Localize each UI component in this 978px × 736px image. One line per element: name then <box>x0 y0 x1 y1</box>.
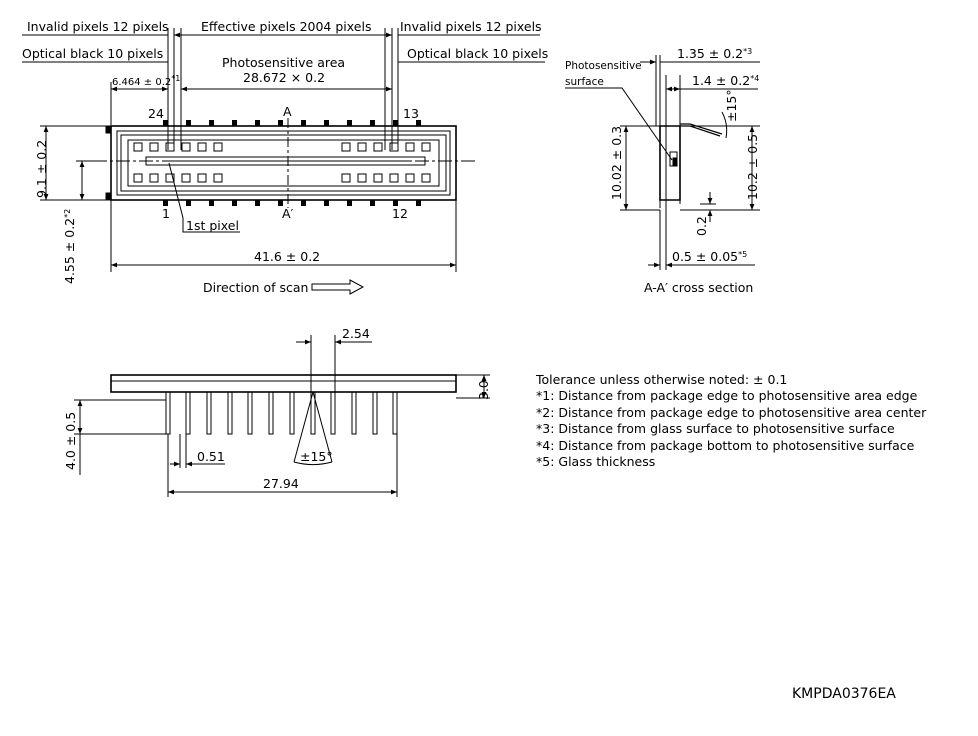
dim-center: $4.55 \pm 0.2^{*2}$ <box>62 208 77 284</box>
dim-height: 9.1 ± 0.2 <box>34 139 49 198</box>
section-a-prime-label: A′ <box>282 206 294 221</box>
note-3: *3: Distance from glass surface to photosensitive surface <box>536 421 895 437</box>
notes-block <box>536 372 926 470</box>
document-id: KMPDA0376EA <box>792 686 896 702</box>
first-pixel-label: 1st pixel <box>186 218 239 233</box>
note-1: *1: Distance from package edge to photosensitive area edge <box>536 388 918 404</box>
dim-package-bottom: $1.4 \pm 0.2^{*4}$ <box>692 73 760 88</box>
dim-lead-width: 0.51 <box>197 449 225 464</box>
note-2: *2: Distance from package edge to photosensitive area center <box>536 404 927 420</box>
side-leads <box>166 392 397 434</box>
note-4: *4: Distance from package bottom to photosensitive surface <box>536 437 915 453</box>
label-photosensitive-area: Photosensitive area <box>222 55 346 70</box>
side-angle-label: ±15° <box>300 449 333 464</box>
scan-direction-arrow <box>312 280 363 294</box>
pin-1-label: 1 <box>162 206 170 221</box>
dim-height-inner: 10.02 ± 0.3 <box>609 125 624 200</box>
side-view <box>74 335 490 497</box>
cross-section-title: A-A′ cross section <box>644 280 754 295</box>
dim-span: 27.94 <box>263 476 299 491</box>
pins-top-row <box>163 120 421 126</box>
dim-glass-thickness: $0.5 \pm 0.05^{*5}$ <box>672 249 748 264</box>
pads-lower <box>134 174 430 182</box>
pads-upper <box>134 143 430 151</box>
label-invalid-left: Invalid pixels 12 pixels <box>27 19 169 34</box>
dim-edge: $6.464 \pm 0.2^{*1}$ <box>112 74 181 88</box>
section-a-label: A <box>283 104 292 119</box>
label-optical-black-right: Optical black 10 pixels <box>407 46 549 61</box>
label-optical-black-left: Optical black 10 pixels <box>22 46 164 61</box>
pin-12-label: 12 <box>392 206 408 221</box>
dim-lead-length: 4.0 ± 0.5 <box>63 411 78 470</box>
scan-direction-label: Direction of scan <box>203 280 309 295</box>
dim-lead: 0.2 <box>694 216 709 236</box>
label-photosensitive-size: 28.672 × 0.2 <box>243 70 326 85</box>
pin-24-label: 24 <box>148 106 164 121</box>
label-photosensitive-surface-2: surface <box>565 76 604 88</box>
dim-glass-surface: $1.35 \pm 0.2^{*3}$ <box>677 46 753 61</box>
note-tolerance: Tolerance unless otherwise noted: ± 0.1 <box>536 372 788 387</box>
dim-pitch: 2.54 <box>342 326 370 341</box>
dim-thickness: 3.0 <box>476 380 491 400</box>
label-photosensitive-surface-1: Photosensitive <box>565 60 642 72</box>
label-invalid-right: Invalid pixels 12 pixels <box>400 19 542 34</box>
note-5: *5: Glass thickness <box>536 454 656 470</box>
dim-width: 41.6 ± 0.2 <box>254 249 321 264</box>
cross-angle-label: ±15° <box>724 89 739 122</box>
dim-height-outer: 10.2 ± 0.5 <box>745 133 760 200</box>
pin-13-label: 13 <box>403 106 419 121</box>
label-effective-pixels: Effective pixels 2004 pixels <box>201 19 372 34</box>
